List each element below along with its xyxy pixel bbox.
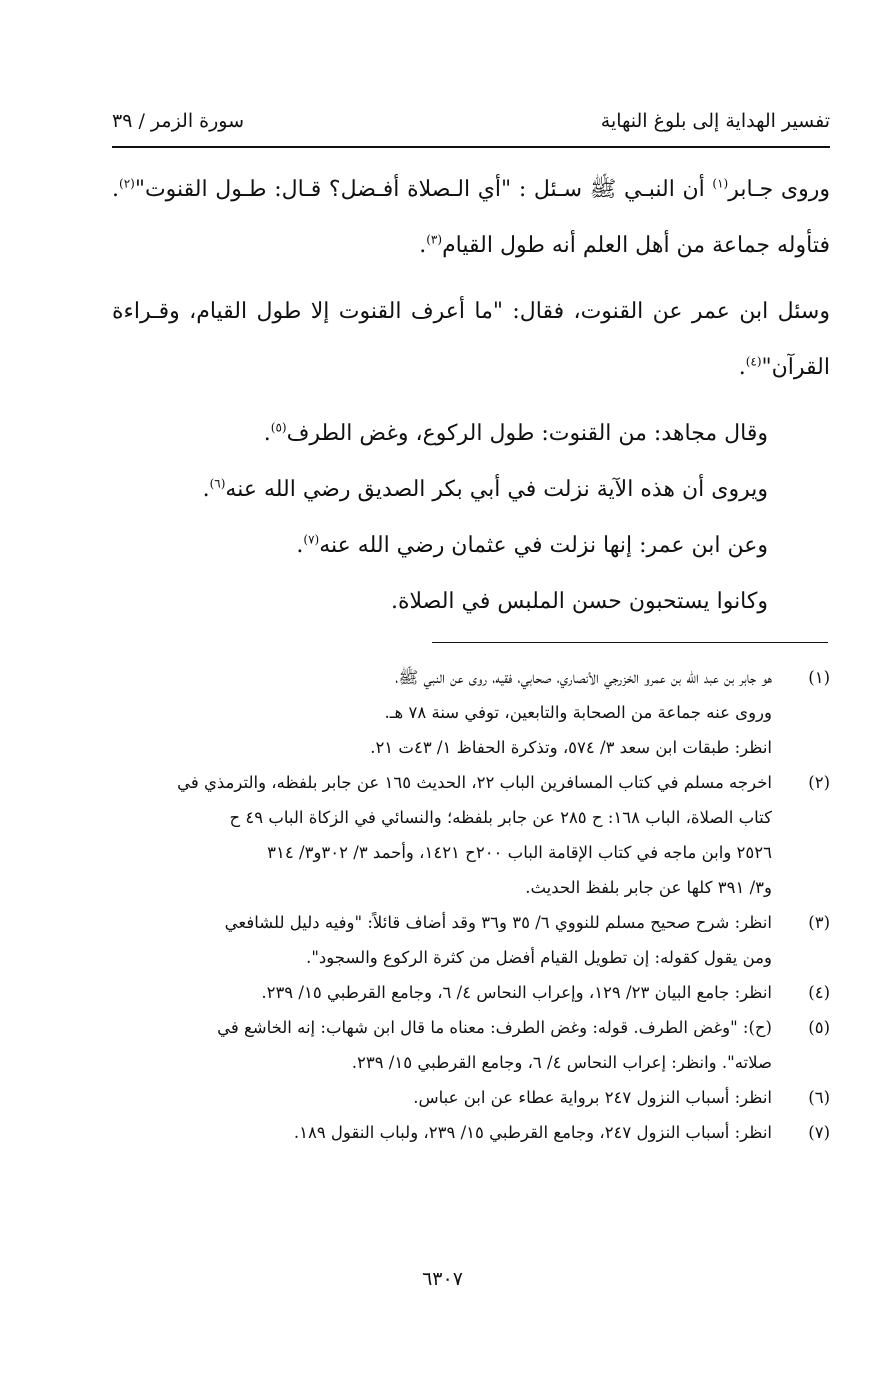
footnote-text bbox=[112, 905, 772, 975]
paragraph-5 bbox=[112, 518, 830, 574]
footnote-text bbox=[112, 975, 772, 1010]
footnote-ref: (٦) bbox=[209, 476, 226, 491]
footnote-7 bbox=[112, 1115, 830, 1150]
footnote-text bbox=[112, 1080, 772, 1115]
footnote-line: (ح): "وغض الطرف. قوله: وغض الطرف: معناه ما قال ابن شهاب: إنه الخاشع في bbox=[217, 1018, 772, 1037]
footnote-number: (٤) bbox=[808, 983, 830, 1002]
footnote-number: (١) bbox=[808, 668, 830, 687]
footnote-4 bbox=[112, 975, 830, 1010]
paragraph-1 bbox=[112, 162, 830, 274]
page-number: ٦٣٠٧ bbox=[422, 1268, 463, 1290]
main-text bbox=[112, 162, 830, 630]
text-run: . bbox=[419, 233, 427, 258]
footnote-text bbox=[112, 765, 772, 905]
footnote-line: صلاته". وانظر: إعراب النحاس ٤/ ٦، وجامع القرطبي ١٥/ ٢٣٩. bbox=[351, 1053, 772, 1072]
book-title: تفسير الهداية إلى بلوغ النهاية bbox=[600, 110, 830, 132]
footnote-line: و٣/ ٣٩١ كلها عن جابر بلفظ الحديث. bbox=[525, 878, 772, 897]
header-rule bbox=[112, 146, 830, 148]
footnote-ref: (٣) bbox=[426, 232, 443, 247]
footnote-number: (٣) bbox=[808, 913, 830, 932]
paragraph-6: وكانوا يستحبون حسن الملبس في الصلاة. bbox=[391, 589, 768, 614]
footnote-number: (٧) bbox=[808, 1123, 830, 1142]
paragraph-3 bbox=[112, 406, 830, 462]
footnote-line: اخرجه مسلم في كتاب المسافرين الباب ٢٢، الحديث ١٦٥ عن جابر بلفظه، والترمذي في bbox=[177, 773, 772, 792]
running-header bbox=[112, 102, 830, 140]
text-run: وروى جـابر bbox=[728, 177, 830, 202]
footnote-number: (٦) bbox=[808, 1088, 830, 1107]
text-run: ويروى أن هذه الآية نزلت في أبي بكر الصديق رضي الله عنه bbox=[225, 477, 768, 502]
footnote-text bbox=[112, 1010, 772, 1080]
footnote-ref: (٧) bbox=[303, 532, 320, 547]
footnote-text bbox=[112, 1115, 772, 1150]
footnote-line: انظر: جامع البيان ٢٣/ ١٢٩، وإعراب النحاس ٤/ ٦، وجامع القرطبي ١٥/ ٢٣٩. bbox=[261, 983, 772, 1002]
footnote-2 bbox=[112, 765, 830, 905]
text-run: . bbox=[296, 533, 304, 558]
footnote-ref: (١) bbox=[712, 176, 729, 191]
footnote-6 bbox=[112, 1080, 830, 1115]
footnote-separator bbox=[432, 642, 828, 643]
text-run: أن النبـي ﷺ سـئل : "أي الـصلاة أفـضل؟ قـال: طـول القنوت" bbox=[134, 177, 713, 202]
text-run: وقال مجاهد: من القنوت: طول الركوع، وغض الطرف bbox=[286, 421, 768, 446]
footnote-line: انظر: شرح صحيح مسلم للنووي ٦/ ٣٥ و٣٦ وقد أضاف قائلاً: "وفيه دليل للشافعي bbox=[224, 913, 772, 932]
footnote-line: ٢٥٢٦ وابن ماجه في كتاب الإقامة الباب ٢٠٠ح ١٤٢١، وأحمد ٣/ ٣٠٢و٣/ ٣١٤ bbox=[267, 843, 772, 862]
footnote-text bbox=[112, 660, 772, 765]
footnote-1 bbox=[112, 660, 830, 765]
surah-label: سورة الزمر / ٣٩ bbox=[112, 110, 245, 132]
text-run: . فتأوله جماعة من أهل العلم أنه طول القيام bbox=[112, 177, 830, 258]
footnote-ref: (٥) bbox=[270, 420, 287, 435]
footnote-line: كتاب الصلاة، الباب ١٦٨: ح ٢٨٥ عن جابر بلفظه؛ والنسائي في الزكاة الباب ٤٩ ح bbox=[229, 808, 772, 827]
text-run: وسئل ابن عمر عن القنوت، فقال: "ما أعرف القنوت إلا طول القيام، وقـراءة القرآن" bbox=[112, 299, 830, 380]
footnote-line: انظر: أسباب النزول ٢٤٧، وجامع القرطبي ١٥/ ٢٣٩، ولباب النقول ١٨٩. bbox=[293, 1123, 772, 1142]
text-run: . bbox=[263, 421, 271, 446]
footnote-5 bbox=[112, 1010, 830, 1080]
footnote-number: (٥) bbox=[808, 1018, 830, 1037]
footnote-line: ومن يقول كقوله: إن تطويل القيام أفضل من كثرة الركوع والسجود". bbox=[306, 948, 772, 967]
footnote-line: انظر: أسباب النزول ٢٤٧ برواية عطاء عن ابن عباس. bbox=[413, 1088, 772, 1107]
footnote-ref: (٤) bbox=[745, 354, 762, 369]
footnote-ref: (٢) bbox=[119, 176, 135, 191]
paragraph-2 bbox=[112, 284, 830, 396]
footnote-line: هو جابر بن عبد الله بن عمرو الخزرجي الأنصاري، صحابي، فقيه، روى عن النبي ﷺ، bbox=[395, 668, 772, 687]
footnote-line: وروى عنه جماعة من الصحابة والتابعين، توفي سنة ٧٨ هـ. bbox=[384, 703, 772, 722]
text-run: وعن ابن عمر: إنها نزلت في عثمان رضي الله عنه bbox=[319, 533, 768, 558]
footnote-line: انظر: طبقات ابن سعد ٣/ ٥٧٤، وتذكرة الحفاظ ١/ ٤٣ت ٢١. bbox=[370, 738, 772, 757]
footnotes bbox=[112, 660, 830, 1150]
paragraph-4 bbox=[112, 462, 830, 518]
footnote-number: (٢) bbox=[808, 773, 830, 792]
footnote-3 bbox=[112, 905, 830, 975]
text-run: . bbox=[202, 477, 210, 502]
text-run: . bbox=[738, 355, 746, 380]
